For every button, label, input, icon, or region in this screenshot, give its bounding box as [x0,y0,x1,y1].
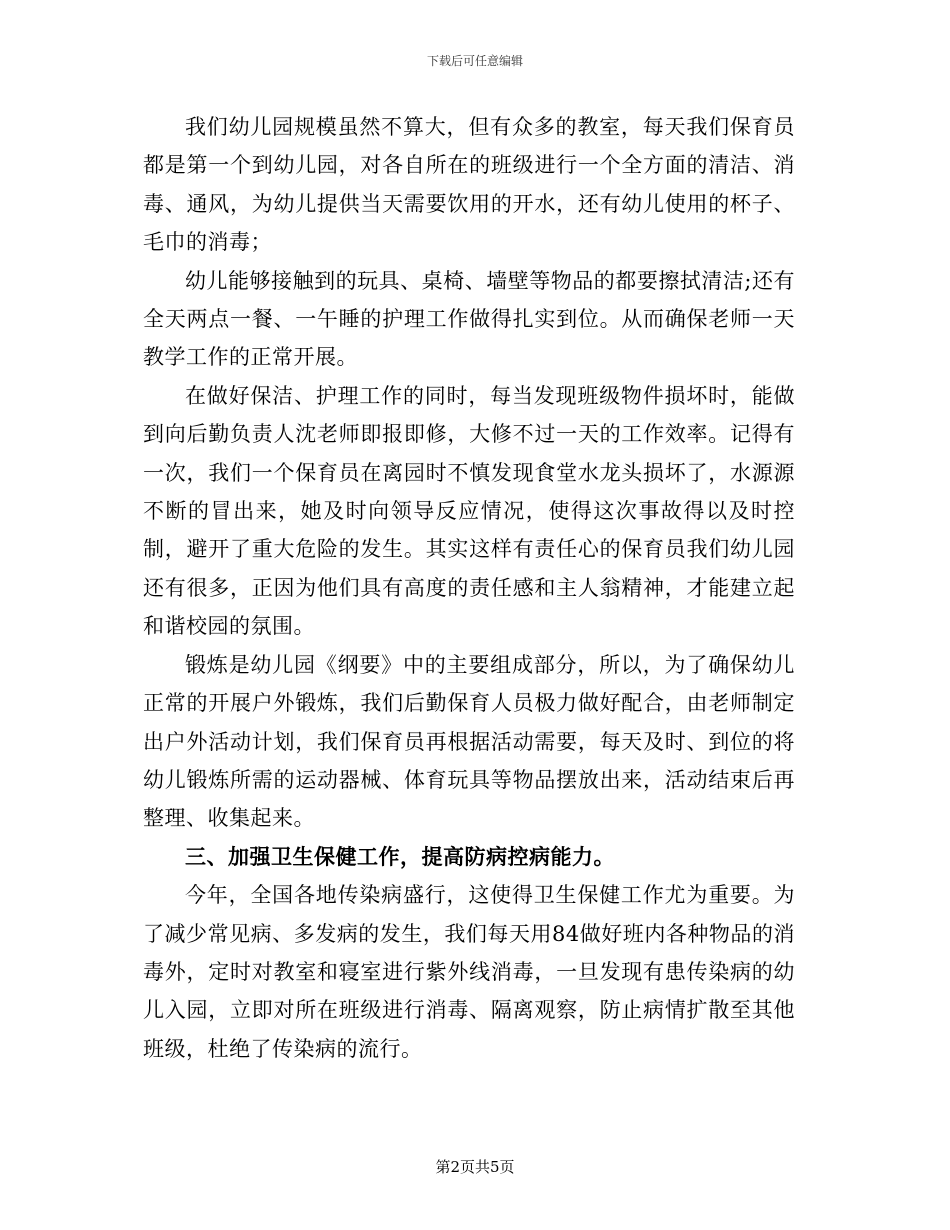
paragraph-repairs: 在做好保洁、护理工作的同时，每当发现班级物件损坏时，能做到向后勤负责人沈老师即报即修，大修不过一天的工作效率。记得有一次，我们一个保育员在离园时不慎发现食堂水龙头损坏了，水源源不断的冒出来，她及时向领导反应情况，使得这次事故得以及时控制，避开了重大危险的发生。其实这样有责任心的保育员我们幼儿园还有很多，正因为他们具有高度的责任感和主人翁精神，才能建立起和谐校园的氛围。 [143,383,795,639]
paragraph-exercise: 锻炼是幼儿园《纲要》中的主要组成部分，所以，为了确保幼儿正常的开展户外锻炼，我们后勤保育人员极力做好配合，由老师制定出户外活动计划，我们保育员再根据活动需要，每天及时、到位的将幼儿锻炼所需的运动器械、体育玩具等物品摆放出来，活动结束后再整理、收集起来。 [143,652,795,831]
section-heading: 三、加强卫生保健工作，提高防病控病能力。 [185,843,615,869]
paragraph-toys-care: 幼儿能够接触到的玩具、桌椅、墙壁等物品的都要擦拭清洁;还有全天两点一餐、一午睡的护理工作做得扎实到位。从而确保老师一天教学工作的正常开展。 [143,268,795,370]
page-header-note: 下载后可任意编辑 [426,54,523,68]
page-number: 第2页共5页 [435,1158,515,1176]
paragraph-cleaning: 我们幼儿园规模虽然不算大，但有众多的教室，每天我们保育员都是第一个到幼儿园，对各自所在的班级进行一个全方面的清洁、消毒、通风，为幼儿提供当天需要饮用的开水，还有幼儿使用的杯子、毛巾的消毒； [143,115,795,255]
paragraph-disease-prevention: 今年，全国各地传染病盛行，这使得卫生保健工作尤为重要。为了减少常见病、多发病的发生，我们每天用84做好班内各种物品的消毒外，定时对教室和寝室进行紫外线消毒，一旦发现有患传染病的幼儿入园，立即对所在班级进行消毒、隔离观察，防止病情扩散至其他班级，杜绝了传染病的流行。 [143,883,795,1061]
document-body [143,108,795,1068]
